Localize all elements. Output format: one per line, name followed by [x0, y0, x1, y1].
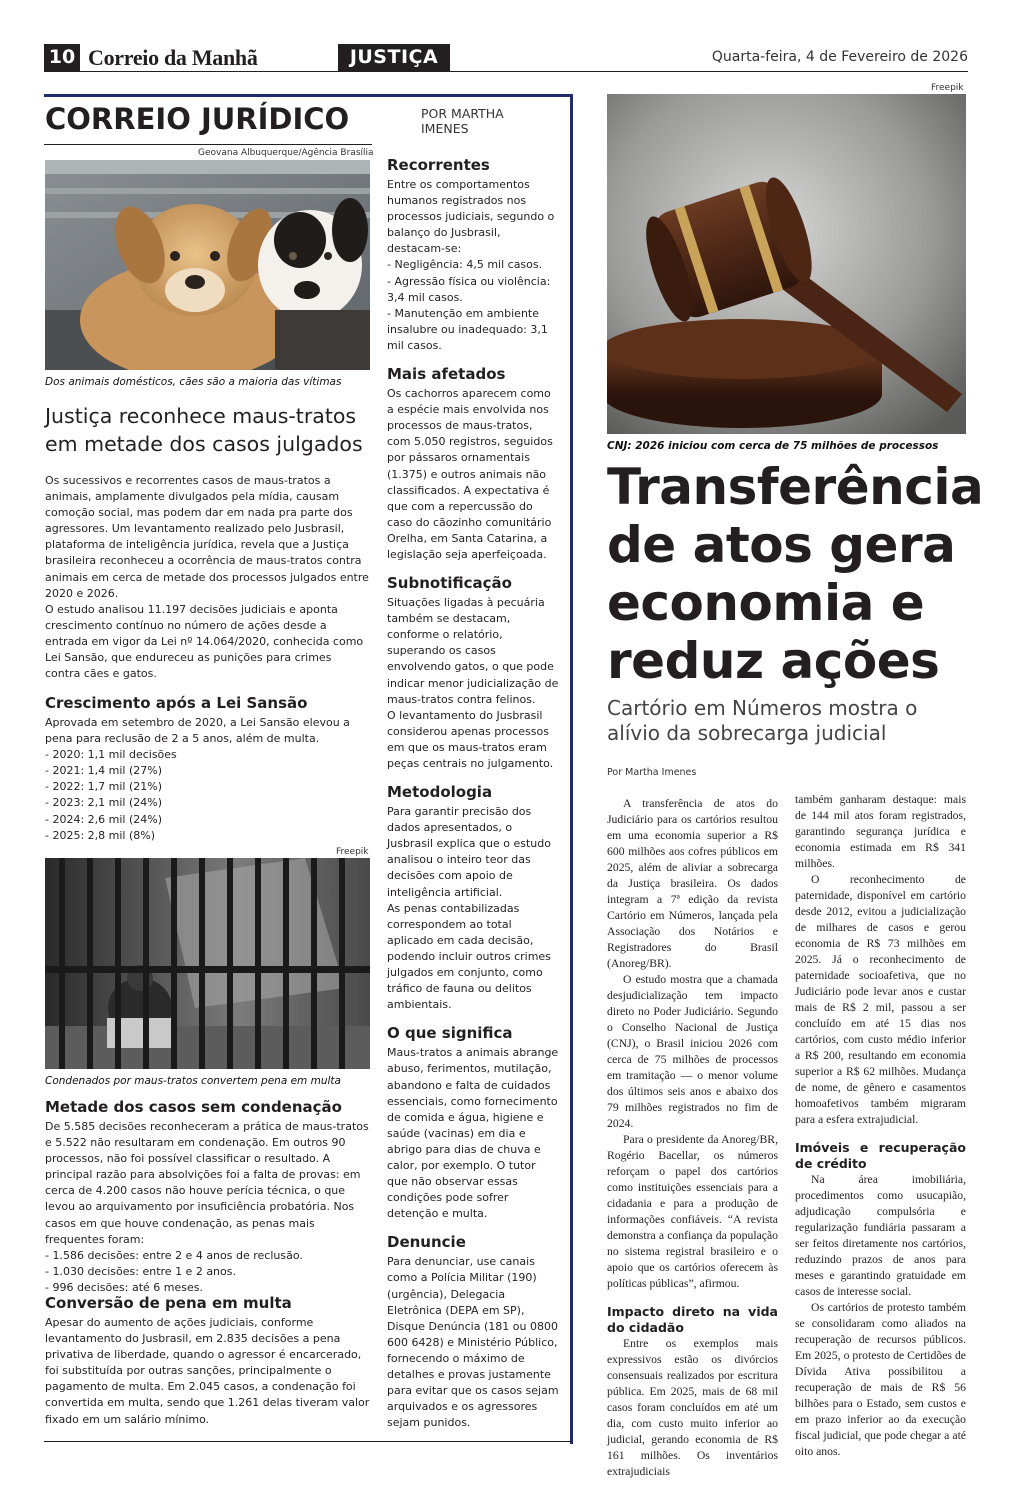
section-lei-sansao — [45, 694, 370, 844]
paragraph: Situações ligadas à pecuária também se destacam, conforme o relatório, superando os casos envolvendo gatos, o que pode indicar menor judicialização de maus-tratos contra felinos. — [387, 596, 559, 706]
subheading: Impacto direto na vida do cidadão — [607, 1304, 778, 1335]
subheading: Crescimento após a Lei Sansão — [45, 694, 308, 712]
article-headline: Justiça reconhece maus-tratos em metade dos casos julgados — [45, 404, 363, 456]
subheading: Metade dos casos sem condenação — [45, 1098, 342, 1116]
list-item: - Agressão física ou violência: 3,4 mil casos. — [387, 274, 551, 304]
list-item: - 996 decisões: até 6 meses. — [45, 1280, 203, 1294]
photo-credit: Freepik — [931, 83, 964, 93]
dogs-photo — [45, 160, 370, 370]
photo-caption: Condenados por maus-tratos convertem pena em multa — [45, 1075, 341, 1087]
list-item: - Negligência: 4,5 mil casos. — [387, 258, 543, 272]
paragraph: Para garantir precisão dos dados apresentados, o Jusbrasil explica que o estudo analisou o inteiro teor das decisões com apoio de inteligência artificial. — [387, 805, 551, 899]
column-top-rule — [44, 94, 572, 97]
main-headline: Transferência de atos gera economia e reduz ações — [607, 458, 984, 690]
column-title: CORREIO JURÍDICO — [45, 102, 350, 136]
list-item: - 1.586 decisões: entre 2 e 4 anos de reclusão. — [45, 1248, 303, 1262]
paragraph: também ganharam destaque: mais de 144 mil atos foram registrados, garantindo segurança jurídica e economia estimada em R$ 341 milhões. — [795, 793, 966, 870]
paragraph: Maus-tratos a animais abrange abuso, ferimentos, mutilação, abandono e falta de cuidados essenciais, como fornecimento de comida e água, higiene e saúde (vacinas) em dia e abrigo para dias de chuva e calor, por exemplo. O tutor que não observar essas condições pode sofrer detenção e multa. — [387, 1046, 559, 1221]
paragraph: Os cartórios de protesto também se consolidaram como aliados na recuperação de recursos públicos. Em 2025, o protesto de Certidões de Dívida Ativa possibilitou a recuperação de mais de R$ 56 bilhões para o Estado, sem custos e em prazo inferior ao da execução fiscal judicial, que pode chegar a até oito anos. — [795, 1301, 966, 1458]
paragraph: Os sucessivos e recorrentes casos de maus-tratos a animais, amplamente divulgados pela mídia, causam comoção social, mas podem dar em nada pra parte dos agressores. Um levantamento realizado pelo Jusbrasil, plataforma de inteligência jurídica, revela que a Justiça brasileira reconheceu a ocorrência de maus-tratos contra animais em cerca de metade dos processos julgados entre 2020 e 2026. — [45, 474, 369, 600]
list-item: - 1.030 decisões: entre 1 e 2 anos. — [45, 1264, 236, 1278]
paragraph: Para denunciar, use canais como a Polícia Militar (190) (urgência), Delegacia Eletrônica (DEPA em SP), Disque Denúncia (181 ou 0800 600 6428) e Ministério Público, fornecendo o máximo de detalhes e provas justamente para evitar que os casos sejam arquivados e os agressores sejam punidos. — [387, 1255, 559, 1430]
section-conversao — [45, 1294, 370, 1428]
paragraph: Entre os comportamentos humanos registrados nos processos judiciais, segundo o balanço do Jusbrasil, destacam-se: — [387, 178, 555, 256]
column-side-rule — [570, 94, 573, 1444]
publication-date: Quarta-feira, 4 de Fevereiro de 2026 — [711, 49, 968, 65]
gavel-photo — [607, 94, 966, 434]
list-item: - 2023: 2,1 mil (24%) — [45, 796, 163, 810]
subheading: Imóveis e recuperação de crédito — [795, 1140, 966, 1171]
subheading: Denuncie — [387, 1233, 466, 1252]
paragraph: O estudo mostra que a chamada desjudicialização tem impacto direto no Poder Judiciário. Segundo o Conselho Nacional de Justiça (CNJ), o Brasil iniciou 2026 com cerca de 75 milhões de processos em tramitação — o menor volume dos últimos seis anos e abaixo dos 79 milhões registrados no fim de 2024. — [607, 973, 778, 1130]
paragraph: O estudo analisou 11.197 decisões judiciais e aponta crescimento contínuo no número de ações desde a entrada em vigor da Lei nº 14.064/2020, conhecida como Lei Sansão, que endureceu as punições para crimes contra cães e gatos. — [45, 602, 364, 681]
photo-credit: Geovana Albuquerque/Agência Brasília — [198, 148, 374, 158]
list-item: - 2025: 2,8 mil (8%) — [45, 828, 156, 842]
paragraph: Para o presidente da Anoreg/BR, Rogério Bacellar, os números reforçam o papel dos cartórios como instituições essenciais para a cidadania e para a produção de informações confiáveis. “A revista demonstra a confiança da população no sistema registral brasileiro e o apoio que os cartórios oferecem às políticas públicas”, afirmou. — [607, 1133, 778, 1290]
paragraph: As penas contabilizadas correspondem ao total aplicado em cada decisão, podendo incluir outros crimes julgados em conjunto, como tráfico de fauna ou delitos ambientais. — [387, 901, 551, 1012]
page-number: 10 — [44, 44, 80, 71]
subheadline-deck: Cartório em Números mostra o alívio da sobrecarga judicial — [607, 696, 918, 745]
paragraph: Os cachorros aparecem como a espécie mais envolvida nos processos de maus-tratos, com 5.050 registros, seguidos por pássaros ornamentais (1.375) e outros animais não classificados. A expectativa é que com a repercussão do caso do cãozinho comunitário Orelha, em Santa Catarina, a legislação seja aperfeiçoada. — [387, 387, 553, 561]
prison-photo — [45, 858, 370, 1069]
section-tag: JUSTIÇA — [338, 44, 450, 71]
list-item: - 2020: 1,1 mil decisões — [45, 748, 177, 762]
paragraph: A transferência de atos do Judiciário para os cartórios resultou em uma economia superior a R$ 600 milhões aos cofres públicos em 2025, além de aliviar a sobrecarga da Justiça brasileira. Os dados integram a 7ª edição da revista Cartório em Números, lançada pela Associação dos Notários e Registradores do Brasil (Anoreg/BR). — [607, 797, 778, 970]
article-byline: Por Martha Imenes — [607, 767, 697, 778]
paragraph: Na área imobiliária, procedimentos como usucapião, adjudicação compulsória e regularização fundiária passaram a ser feitos diretamente nos cartórios, reduzindo prazos de anos para meses e garantindo gratuidade em casos de interesse social. — [795, 1173, 966, 1298]
list-item: - 2024: 2,6 mil (24%) — [45, 812, 163, 826]
photo-credit: Freepik — [336, 847, 369, 857]
section-sem-condenacao — [45, 1098, 370, 1296]
paragraph: Entre os exemplos mais expressivos estão os divórcios consensuais realizados por escritura pública. Em 2025, mais de 68 mil casos foram concluídos em até um dia, com custo muito inferior ao judicial, gerando economia de R$ 161 milhões. Os inventários extrajudiciais — [607, 1337, 778, 1478]
column-byline: POR MARTHA IMENES — [421, 106, 504, 136]
subheading: Metodologia — [387, 783, 493, 802]
paragraph: Apesar do aumento de ações judiciais, conforme levantamento do Jusbrasil, em 2.835 decisões a pena privativa de liberdade, quando o agressor é encarcerado, foi substituída por outras sanções, principalmente o pagamento de multa. Em 2.045 casos, a condenação foi convertida em multa, sendo que 1.261 delas tiveram valor fixado em um salário mínimo. — [45, 1316, 370, 1426]
column-bottom-rule — [44, 1441, 572, 1442]
paragraph: O reconhecimento de paternidade, disponível em cartório desde 2012, evitou a judicialização de milhares de casos e gerou economia de R$ 73 milhões em 2025. Já o reconhecimento de paternidade socioafetiva, que no Judiciário pode levar anos e custar mais de R$ 2 mil, passou a ser concluído em até 15 dias nos cartórios, com custo médio inferior a R$ 200, resultando em economia superior a R$ 62 milhões. Mudança de nome, de gênero e casamentos homoafetivos também migraram para a esfera extrajudicial. — [795, 873, 966, 1126]
list-item: - 2021: 1,4 mil (27%) — [45, 764, 163, 778]
subheading: Conversão de pena em multa — [45, 1294, 292, 1312]
list-item: - 2022: 1,7 mil (21%) — [45, 780, 163, 794]
photo-caption: CNJ: 2026 iniciou com cerca de 75 milhões de processos — [607, 440, 939, 452]
paragraph: O levantamento do Jusbrasil considerou apenas processos em que os maus-tratos eram peças centrais no julgamento. — [387, 708, 554, 770]
paragraph: Aprovada em setembro de 2020, a Lei Sansão elevou a pena para reclusão de 2 a 5 anos, além de multa. — [45, 716, 350, 746]
paragraph: De 5.585 decisões reconheceram a prática de maus-tratos e 5.522 não resultaram em condenação. Em outros 90 processos, não foi possível classificar o resultado. A principal razão para absolvições foi a falta de provas: em cerca de 4.200 casos não houve perícia técnica, o que levou ao arquivamento por insuficiência probatória. Nos casos em que houve condenação, as penas mais frequentes foram: — [45, 1120, 369, 1246]
sidebar-column — [387, 156, 559, 1431]
subheading: Mais afetados — [387, 365, 506, 384]
subheading: Subnotificação — [387, 574, 512, 593]
list-item: - Manutenção em ambiente insalubre ou inadequado: 3,1 mil casos. — [387, 306, 548, 352]
page-header — [44, 44, 968, 72]
subheading: O que significa — [387, 1024, 513, 1043]
subheading: Recorrentes — [387, 156, 490, 174]
title-divider — [44, 144, 372, 145]
article-column-1 — [607, 796, 778, 1480]
article-intro — [45, 473, 370, 682]
photo-caption: Dos animais domésticos, cães são a maioria das vítimas — [45, 376, 342, 388]
article-column-2 — [795, 792, 966, 1460]
masthead-logo: Correio da Manhã — [88, 45, 258, 70]
